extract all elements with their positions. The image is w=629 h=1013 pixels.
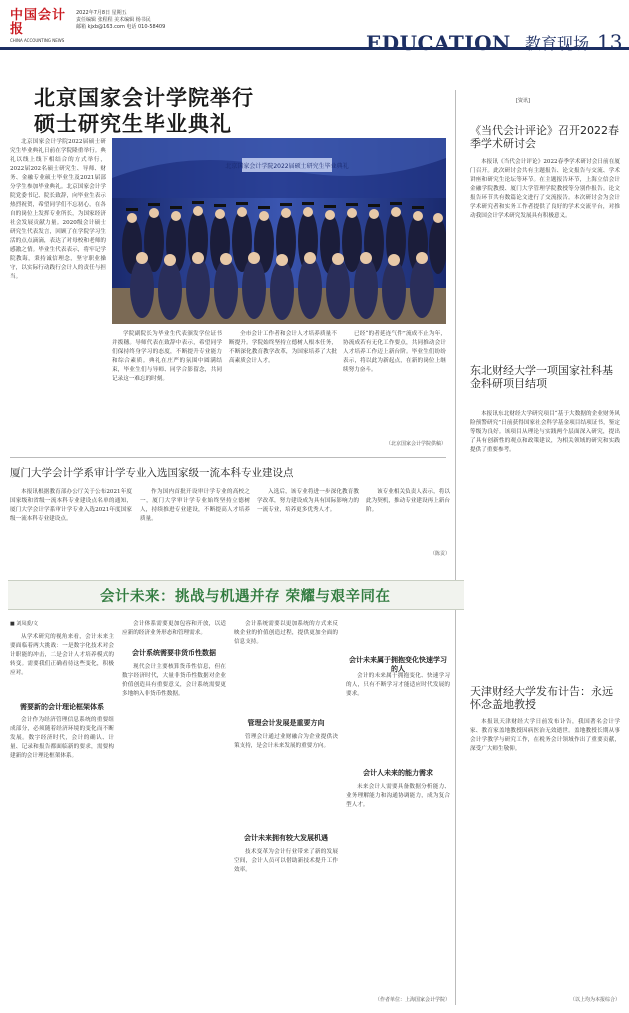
feature-col3-text2: 管理会计通过业财融合为企业提供决策支持，是会计未来发展的重要方向。 [234, 734, 338, 749]
graduation-photo [112, 138, 446, 324]
sidebar-tag: [资讯] [516, 98, 530, 104]
lead-article-byline: （北京国家会计学院供稿） [385, 441, 446, 447]
xiamen-article-col4: 该专业相关负责人表示，将以此为契机，推动专业建设再上新台阶。 [366, 489, 450, 513]
feature-subhead-6: 会计人未来的能力需求 [363, 769, 433, 777]
masthead-info [76, 10, 165, 31]
feature-subhead-3: 管理会计发展是重要方向 [247, 719, 325, 727]
feature-subhead-5: 会计未来属于拥抱变化快速学习的人 [349, 656, 447, 673]
lead-article-col2: 学院副院长为毕业生代表颁发学位证书并拨穗。导师代表在致辞中表示，希望同学们保持终身学习的态度，不断提升专业能力和综合素质。典礼在庄严的氛围中圆满结束，毕业生们与导师、同学合影留念，共同记录这一难忘的时刻。 [112, 331, 222, 382]
section-title-en: EDUCATION [366, 31, 511, 55]
lead-article-divider [10, 457, 446, 458]
lead-headline [34, 85, 284, 137]
xiamen-article-byline: （陈贡） [429, 551, 450, 557]
feature-subhead-1: 需要新的会计理论框架体系 [20, 703, 104, 711]
sidebar-item2-title: 东北财经大学一项国家社科基金科研项目结项 [470, 364, 613, 390]
feature-author: ■ 刘凤委/文 [10, 621, 39, 627]
masthead-info-line: 2022年7月8日 星期五 [76, 10, 127, 16]
lead-article-col4: 已经“的者延连气件”流成不止为年，协流成若有无化工作要点，共同推动会计人才培养工作迈上新台阶。毕业生们纷纷表示，将以此为新起点，在新的岗位上继续努力奋斗。 [343, 331, 446, 373]
photo-caption: 北京国家会计学院2022届硕士研究生毕业典礼 [225, 163, 349, 170]
feature-author-name: 刘凤委/文 [16, 621, 39, 627]
brand-en: CHINA ACCOUNTING NEWS [10, 38, 65, 43]
headline-line: 硕士研究生毕业典礼 [34, 112, 232, 136]
sidebar-item1-title: 《当代会计评论》召开2022春季学术研讨会 [470, 124, 619, 150]
masthead-info-line: 邮箱 kjxb@163.com 电话 010-58409 [76, 24, 166, 30]
feature-byline: （作者单位：上海国家会计学院） [374, 997, 450, 1003]
headline-line: 北京国家会计学院举行 [34, 86, 254, 110]
graduation-photo-illustration [112, 138, 446, 324]
feature-col1-text1: 从学术研究的视角来看，会计未来主要面临着两大挑战：一是数字化技术对会计职能的冲击，二是会计人才培养模式的转变。需要我们正确看待这些变化，积极应对。 [10, 634, 114, 676]
sidebar-item2-body: 本报讯东北财经大学研究项目“基于大数据的企业财务风险预警研究”日前获得国家社会科学基金项目结项证书，鉴定等级为良好。该项目从理论与实践两个层面深入研究，提出了具有创新性的观点和政策建议，为相关领域的研究和实践提供了重要参考。 [470, 411, 620, 453]
lead-article-col1: 北京国家会计学院2022届硕士研究生毕业典礼日前在学院隆重举行。典礼以线上线下相结合的方式举行，2022届202名硕士研究生、导师、财务、金融专业硕士毕业生及2021届部分学生参加毕业典礼。北京国家会计学院党委书记、院长致辞，向毕业生表示热烈祝贺，希望同学们不忘初心，在各自的岗位上发挥专业所长，为国家经济社会发展贡献力量。2020级会计硕士研究生代表发言，回顾了在学院学习生活的点点滴滴，表达了对母校和老师的感激之情。毕业生代表表示，将牢记学院教诲，秉持诚信理念，坚守职业操守，以实际行动践行会计人的责任与担当。 [10, 139, 106, 280]
masthead [0, 0, 629, 55]
sidebar-item3-title: 天津财经大学发布计告：永远怀念盖地教授 [470, 685, 613, 711]
sidebar-divider [455, 90, 456, 1005]
sidebar-item1-body: 本报讯《当代会计评论》2022春季学术研讨会日前在厦门召开。此次研讨会共有主题报告、论文报告与交流、学术讲座和研究生论坛等环节。在主题报告环节，上海立信会计金融学院教授、厦门大学管理学院教授等分别作报告。论文报告环节共有数篇论文进行了交流报告。本次研讨会为会计学术研究者和实务工作者提供了良好的学术交流平台，对推动我国会计学术研究发展具有积极意义。 [470, 159, 620, 219]
feature-subhead-2: 会计系统需要非货币性数据 [132, 649, 216, 657]
page-number: 13 [597, 30, 623, 54]
lead-article-col3: 全市会计工作者和会计人才培养质量不断提升。学院始终坚持立德树人根本任务，不断深化教育教学改革，为国家培养了大批高素质会计人才。 [229, 331, 337, 364]
newspaper-logo [10, 9, 70, 44]
masthead-info-line: 责任编辑 张程程 美术编辑 杨书民 [76, 17, 151, 23]
feature-banner [8, 580, 464, 610]
feature-col2-text2: 现代会计主要核算货币性信息，但在数字经济时代，大量非货币性数据对企业价值创造具有重要意义，会计系统需要更多地纳入非货币性数据。 [122, 664, 226, 697]
feature-col2-text1: 会计体系需要更加包容和开放，以适应新的经济业务形态和管理需求。 [122, 621, 226, 636]
sidebar-item3-body: 本报讯天津财经大学日前发布讣告，我国著名会计学家、教育家盖地教授因病医治无效逝世。盖地教授长期从事会计学教学与研究工作，在税务会计领域作出了重要贡献，深受广大师生敬仰。 [470, 719, 620, 752]
sidebar-byline: （以上均为本报综合） [569, 997, 620, 1003]
section-title-cn: 教育现场 [525, 34, 590, 53]
xiamen-article-col2: 作为国内首批开设审计学专业的高校之一，厦门大学审计学专业始终坚持立德树人，持续推进专业建设，不断提高人才培养质量。 [140, 489, 250, 522]
feature-col3-text3: 技术变革为会计行业带来了新的发展空间，会计人员可以借助新技术提升工作效率。 [234, 849, 338, 873]
feature-col1-text2: 会计作为经济管理信息系统的重要组成部分，必须随着经济环境的变化而不断发展。数字经济时代，会计的确认、计量、记录和报告都面临新的要求，需要构建新的会计理论框架体系。 [10, 717, 114, 759]
brand-cn: 中国会计报 [10, 8, 67, 37]
xiamen-article-col3: 入选后，该专业将进一步深化教育教学改革，努力建设成为具有国际影响力的一流专业，培养更多优秀人才。 [257, 489, 359, 513]
feature-col4-text1: 会计的未来属于拥抱变化、快速学习的人，只有不断学习才能适应时代发展的要求。 [346, 673, 450, 697]
feature-banner-title: 会计未来：挑战与机遇并存 荣耀与艰辛同在 [100, 589, 391, 605]
feature-col3-text1: 会计系统需要以更加系统的方式来反映企业的价值创造过程，提供更加全面的信息支持。 [234, 621, 338, 645]
feature-col4-text2: 未来会计人需要具备数据分析能力、业务理解能力和沟通协调能力，成为复合型人才。 [346, 784, 450, 808]
xiamen-article-col1: 本报讯根据教育部办公厅关于公布2021年度国家级和省级一流本科专业建设点名单的通知，厦门大学会计学系审计学专业入选2021年度国家级一流本科专业建设点。 [10, 489, 132, 522]
feature-subhead-4: 会计未来拥有较大发展机遇 [244, 834, 328, 842]
xiamen-article-title: 厦门大学会计学系审计学专业入选国家级一流本科专业建设点 [10, 467, 294, 479]
